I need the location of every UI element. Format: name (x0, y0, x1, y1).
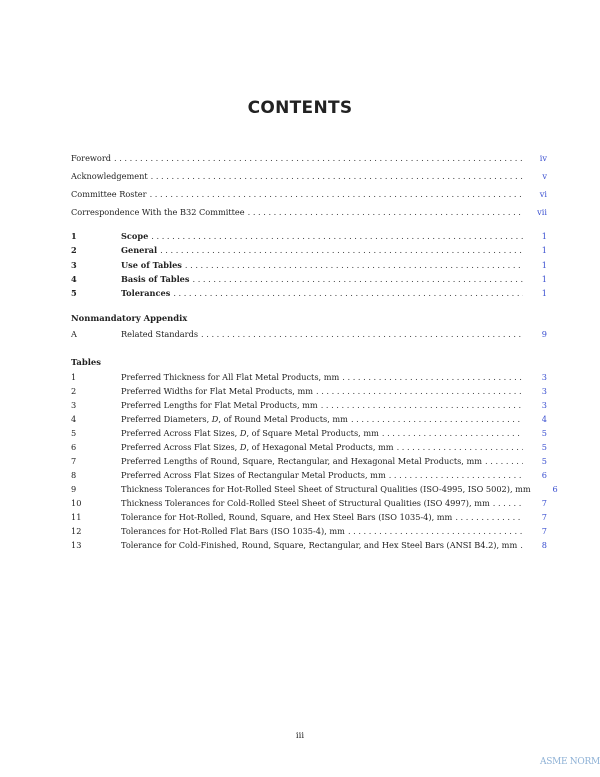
page-link[interactable]: 1 (541, 259, 547, 270)
entry-number: 2 (71, 386, 77, 396)
toc-entry[interactable] (71, 260, 547, 271)
entry-title[interactable]: Preferred Across Flat Sizes, D, of Square Metal Products, mm (121, 428, 379, 438)
page-link[interactable]: 1 (541, 231, 547, 241)
page-link[interactable]: 7 (541, 512, 547, 522)
toc-entry[interactable] (71, 400, 547, 411)
dot-leader (182, 260, 523, 271)
entry-number: 10 (71, 498, 82, 508)
entry-number: 2 (71, 245, 77, 256)
page-link[interactable]: 1 (541, 288, 547, 299)
dot-leader (490, 498, 523, 509)
entry-number: 13 (71, 540, 82, 550)
toc-entry[interactable] (71, 288, 547, 299)
toc-entry[interactable] (71, 484, 558, 495)
entry-number: 8 (71, 470, 77, 480)
page-link[interactable]: 3 (541, 372, 547, 382)
page-link[interactable]: iv (539, 153, 547, 163)
page-link[interactable]: vi (539, 189, 547, 199)
page-link[interactable]: 3 (541, 386, 547, 396)
page-link[interactable]: vii (537, 207, 547, 217)
entry-title[interactable]: Tolerance for Hot-Rolled, Round, Square, and Hex Steel Bars (ISO 1035-4), mm (121, 512, 453, 522)
dot-leader (111, 153, 523, 164)
page-link[interactable]: 8 (541, 540, 547, 550)
entry-number: 1 (71, 231, 77, 241)
dot-leader (245, 207, 523, 218)
entry-title[interactable]: Thickness Tolerances for Hot-Rolled Steel Sheet of Structural Qualities (ISO-4995, ISO 5002), mm (121, 484, 531, 494)
page-link[interactable]: 1 (541, 273, 547, 284)
toc-entry[interactable] (71, 540, 547, 551)
tables-heading: Tables (71, 357, 101, 367)
toc-entry[interactable] (71, 207, 547, 218)
dot-leader (313, 386, 523, 397)
page-number: iii (295, 731, 305, 741)
toc-entry[interactable] (71, 274, 547, 285)
entry-title[interactable]: Tolerance for Cold-Finished, Round, Square, Rectangular, and Hex Steel Bars (ANSI B4.2), mm (121, 540, 518, 550)
entry-number: 4 (71, 414, 77, 424)
entry-title[interactable]: Preferred Diameters, D, of Round Metal Products, mm (121, 414, 348, 424)
entry-number: 1 (71, 372, 77, 382)
dot-leader (452, 512, 523, 523)
dot-leader (148, 231, 523, 242)
toc-entry[interactable] (71, 386, 547, 397)
toc-entry[interactable] (71, 329, 547, 340)
dot-leader (482, 456, 523, 467)
toc-entry[interactable] (71, 372, 547, 383)
toc-entry[interactable] (71, 171, 547, 182)
entry-number: 5 (71, 288, 77, 299)
page-link[interactable]: 1 (541, 245, 547, 256)
toc-entry[interactable] (71, 470, 547, 481)
entry-title[interactable]: Preferred Widths for Flat Metal Products, mm (121, 386, 314, 396)
toc-entry[interactable] (71, 456, 547, 467)
entry-title[interactable]: Related Standards (121, 329, 199, 339)
dot-leader (345, 526, 523, 537)
entry-title[interactable]: Basis of Tables (121, 273, 190, 284)
entry-number: 9 (71, 484, 77, 494)
toc-entry[interactable] (71, 153, 547, 164)
appendix-heading: Nonmandatory Appendix (71, 313, 188, 323)
entry-title[interactable]: Preferred Thickness for All Flat Metal Products, mm (121, 372, 340, 382)
page-link[interactable]: 7 (541, 498, 547, 508)
toc-entry[interactable] (71, 442, 547, 453)
entry-title[interactable]: Preferred Across Flat Sizes, D, of Hexagonal Metal Products, mm (121, 442, 394, 452)
page-link[interactable]: 3 (541, 400, 547, 410)
entry-number: A (71, 329, 77, 339)
dot-leader (386, 470, 523, 481)
entry-title[interactable]: Preferred Across Flat Sizes of Rectangular Metal Products, mm (121, 470, 386, 480)
dot-leader (147, 189, 523, 200)
entry-number: 3 (71, 400, 77, 410)
entry-number: 5 (71, 428, 77, 438)
toc-entry[interactable] (71, 526, 547, 537)
dot-leader (157, 245, 523, 256)
page-link[interactable]: v (542, 171, 547, 181)
entry-title[interactable]: Foreword (71, 153, 112, 163)
page-link[interactable]: 6 (541, 470, 547, 480)
entry-number: 12 (71, 526, 82, 536)
entry-title[interactable]: Scope (121, 231, 149, 241)
entry-title[interactable]: Preferred Lengths for Flat Metal Products, mm (121, 400, 318, 410)
page-link[interactable]: 5 (541, 428, 547, 438)
page-link[interactable]: 5 (541, 442, 547, 452)
entry-title[interactable]: Thickness Tolerances for Cold-Rolled Steel Sheet of Structural Qualities (ISO 4997), mm (121, 498, 490, 508)
dot-leader (348, 414, 523, 425)
page-link[interactable]: 7 (541, 526, 547, 536)
page-link[interactable]: 5 (541, 456, 547, 466)
toc-entry[interactable] (71, 231, 547, 242)
entry-title[interactable]: Tolerances (121, 288, 171, 299)
dot-leader (394, 442, 523, 453)
dot-leader (318, 400, 523, 411)
entry-number: 11 (71, 512, 82, 522)
entry-title[interactable]: Committee Roster (71, 189, 147, 199)
page-title: CONTENTS (247, 98, 353, 118)
toc-entry[interactable] (71, 189, 547, 200)
dot-leader (339, 372, 523, 383)
entry-title[interactable]: Preferred Lengths of Round, Square, Rectangular, and Hexagonal Metal Products, mm (121, 456, 483, 466)
entry-title[interactable]: Use of Tables (121, 259, 182, 270)
dot-leader (170, 288, 523, 299)
page-link[interactable]: 9 (541, 329, 547, 339)
toc-entry[interactable] (71, 245, 547, 256)
toc-entry[interactable] (71, 512, 547, 523)
dot-leader (148, 171, 523, 182)
page-link[interactable]: 4 (541, 414, 547, 424)
dot-leader (198, 329, 523, 340)
dot-leader (379, 428, 523, 439)
entry-title[interactable]: General (121, 245, 158, 256)
dot-leader (190, 274, 523, 285)
entry-number: 3 (71, 259, 77, 270)
entry-number: 4 (71, 273, 77, 284)
entry-title[interactable]: Correspondence With the B32 Committee (71, 207, 245, 217)
entry-number: 6 (71, 442, 77, 452)
toc-entry[interactable] (71, 428, 547, 439)
watermark-logo: ASME NORM (540, 757, 600, 767)
toc-entry[interactable] (71, 498, 547, 509)
entry-number: 7 (71, 456, 77, 466)
entry-title[interactable]: Acknowledgement (71, 171, 148, 181)
toc-entry[interactable] (71, 414, 547, 425)
page-link[interactable]: 6 (552, 484, 558, 494)
entry-title[interactable]: Tolerances for Hot-Rolled Flat Bars (ISO 1035-4), mm (121, 526, 345, 536)
